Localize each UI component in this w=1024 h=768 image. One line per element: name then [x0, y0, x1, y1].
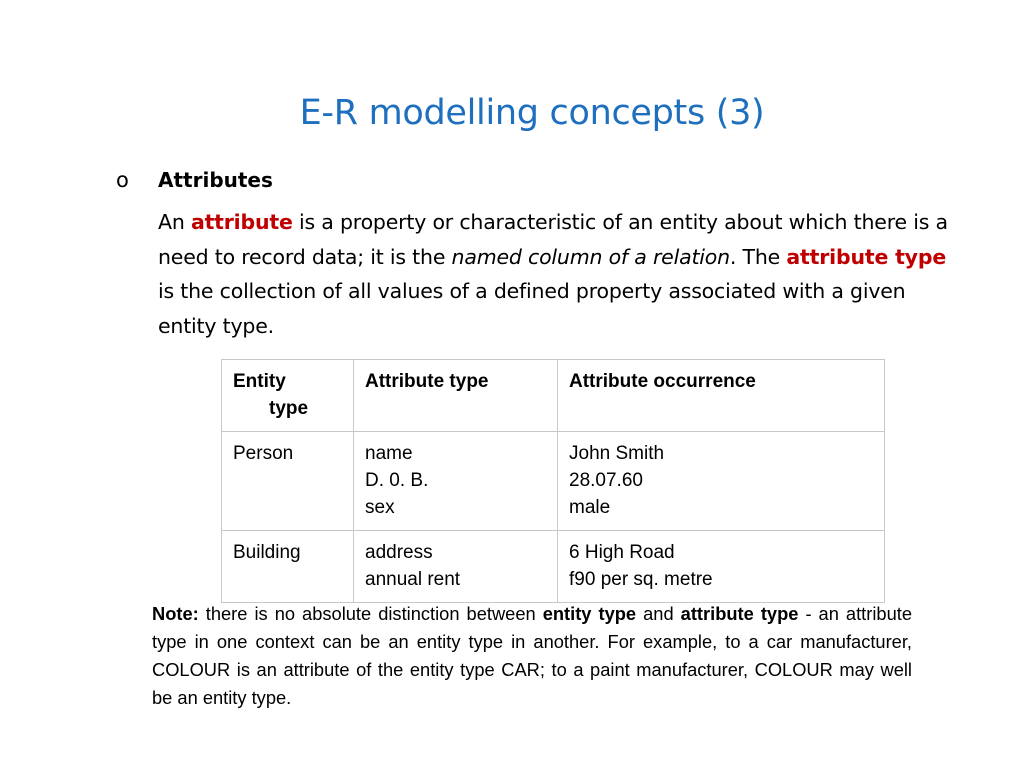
cell-line: John Smith	[569, 443, 665, 464]
cell-line: address	[365, 542, 433, 563]
note-attribute-type: attribute type	[680, 603, 799, 624]
paragraph-text: is a property or characteristic of an entity about which there is a need to record data; it is the	[158, 210, 948, 269]
cell-line: 28.07.60	[569, 470, 643, 491]
cell-line: annual rent	[365, 569, 461, 590]
header-entity-type	[222, 360, 354, 432]
named-column-phrase: named column of a relation	[451, 244, 730, 269]
note-entity-type: entity type	[542, 603, 637, 624]
header-attribute-occurrence: Attribute occurrence	[558, 360, 885, 432]
entity-cell: Building	[222, 531, 354, 603]
paragraph-text: . The	[729, 244, 787, 269]
cell-line: sex	[365, 497, 395, 518]
note-text: there is no absolute distinction between	[198, 603, 543, 624]
header-attribute-type: Attribute type	[354, 360, 558, 432]
paragraph-text: is the collection of all values of a defined property associated with a given entity type.	[158, 279, 906, 338]
cell-line: male	[569, 497, 611, 518]
header-text: Entity	[233, 371, 286, 392]
attribute-occurrence-cell	[558, 531, 885, 603]
table-row	[222, 531, 885, 603]
paragraph-text: An	[158, 210, 191, 234]
note-text: and	[636, 603, 681, 624]
table-header-row	[222, 360, 885, 432]
cell-line: 6 High Road	[569, 542, 675, 563]
attribute-term: attribute	[190, 210, 293, 234]
note-paragraph	[152, 600, 912, 712]
note-label: Note:	[152, 603, 199, 624]
bullet-marker: o	[116, 168, 129, 192]
attribute-occurrence-cell	[558, 432, 885, 531]
cell-line: f90 per sq. metre	[569, 569, 713, 590]
attributes-table	[221, 359, 885, 603]
note-text: - an attribute type in one context can be an entity type in another. For example, to a car manufacturer, COLOUR is an attribute of the entity type CAR; to a paint manufacturer, COLOUR may well be an entity type.	[152, 603, 912, 708]
definition-paragraph	[158, 205, 968, 343]
cell-line: name	[365, 443, 413, 464]
header-text: type	[269, 398, 309, 419]
bullet-heading: Attributes	[158, 168, 273, 192]
attribute-type-term: attribute type	[786, 244, 947, 269]
slide-title: E-R modelling concepts (3)	[299, 93, 765, 133]
attribute-type-cell	[354, 531, 558, 603]
attribute-type-cell	[354, 432, 558, 531]
table-row	[222, 432, 885, 531]
cell-line: D. 0. B.	[365, 470, 429, 491]
entity-cell: Person	[222, 432, 354, 531]
